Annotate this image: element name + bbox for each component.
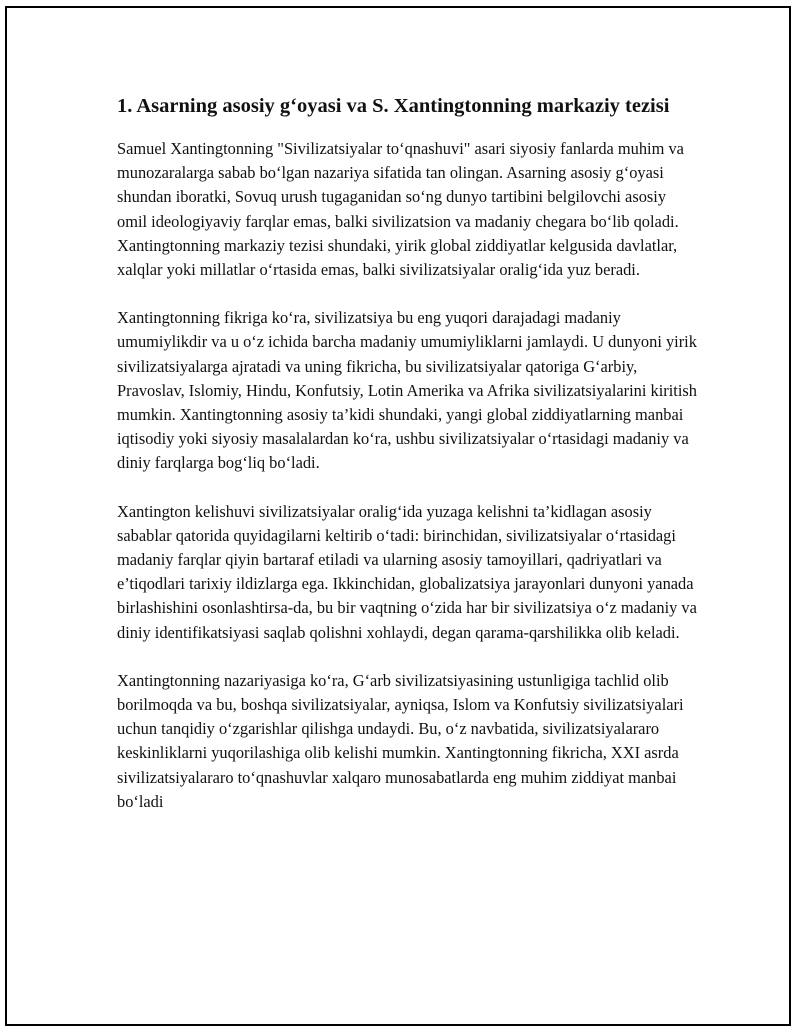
- document-body: [117, 92, 697, 838]
- paragraph-4: Xantingtonning nazariyasiga ko‘ra, G‘arb sivilizatsiyasining ustunligiga tachlid olib borilmoqda va bu, boshqa sivilizatsiyalar, ayniqsa, Islom va Konfutsiy sivilizatsiyalari uchun tanqidiy o‘zgarishlar qilishga undaydi. Bu, o‘z navbatida, sivilizatsiyalararo keskinliklarni yuqorilashiga olib kelishi mumkin. Xantingtonning fikricha, XXI asrda sivilizatsiyalararo to‘qnashuvlar xalqaro munosabatlarda eng muhim ziddiyat manbai bo‘ladi: [117, 670, 684, 811]
- section-heading: 1. Asarning asosiy g‘oyasi va S. Xantingtonning markaziy tezisi: [117, 95, 670, 117]
- paragraph-1: Samuel Xantingtonning "Sivilizatsiyalar to‘qnashuvi" asari siyosiy fanlarda muhim va munozaralarga sabab bo‘lgan nazariya sifatida tan olingan. Asarning asosiy g‘oyasi shundan iboratki, Sovuq urush tugaganidan so‘ng dunyo tartibini belgilovchi asosiy omil ideologiyaviy farqlar emas, balki sivilizatsion va madaniy chegara bo‘lib qoladi. Xantingtonning markaziy tezisi shundaki, yirik global ziddiyatlar kelgusida davlatlar, xalqlar yoki millatlar o‘rtasida emas, balki sivilizatsiyalar oralig‘ida yuz beradi.: [117, 139, 684, 280]
- paragraph-3: Xantington kelishuvi sivilizatsiyalar oralig‘ida yuzaga kelishni ta’kidlagan asosiy sabablar qatorida quyidagilarni keltirib o‘tadi: birinchidan, sivilizatsiyalar o‘rtasidagi madaniy farqlar qiyin bartaraf etiladi va ularning asosiy tamoyillari, qadriyatlari va e’tiqodlari tarixiy ildizlarga ega. Ikkinchidan, globalizatsiya jarayonlari dunyoni yanada birlashishini osonlashtirsa-da, bu bir vaqtning o‘zida har bir sivilizatsiya o‘z madaniy va diniy identifikatsiyasi saqlab qolishni xohlaydi, degan qarama-qarshilikka olib keladi.: [117, 501, 697, 642]
- paragraph-2: Xantingtonning fikriga ko‘ra, sivilizatsiya bu eng yuqori darajadagi madaniy umumiylikdir va u o‘z ichida barcha madaniy umumiyliklarni jamlaydi. U dunyoni yirik sivilizatsiyalarga ajratadi va uning fikricha, bu sivilizatsiyalar qatoriga G‘arbiy, Pravoslav, Islomiy, Hindu, Konfutsiy, Lotin Amerika va Afrika sivilizatsiyalarini kiritish mumkin. Xantingtonning asosiy ta’kidi shundaki, yangi global ziddiyatlarning manbai iqtisodiy yoki siyosiy masalalardan ko‘ra, ushbu sivilizatsiyalar o‘rtasidagi madaniy va diniy farqlarga bog‘liq bo‘ladi.: [117, 308, 697, 473]
